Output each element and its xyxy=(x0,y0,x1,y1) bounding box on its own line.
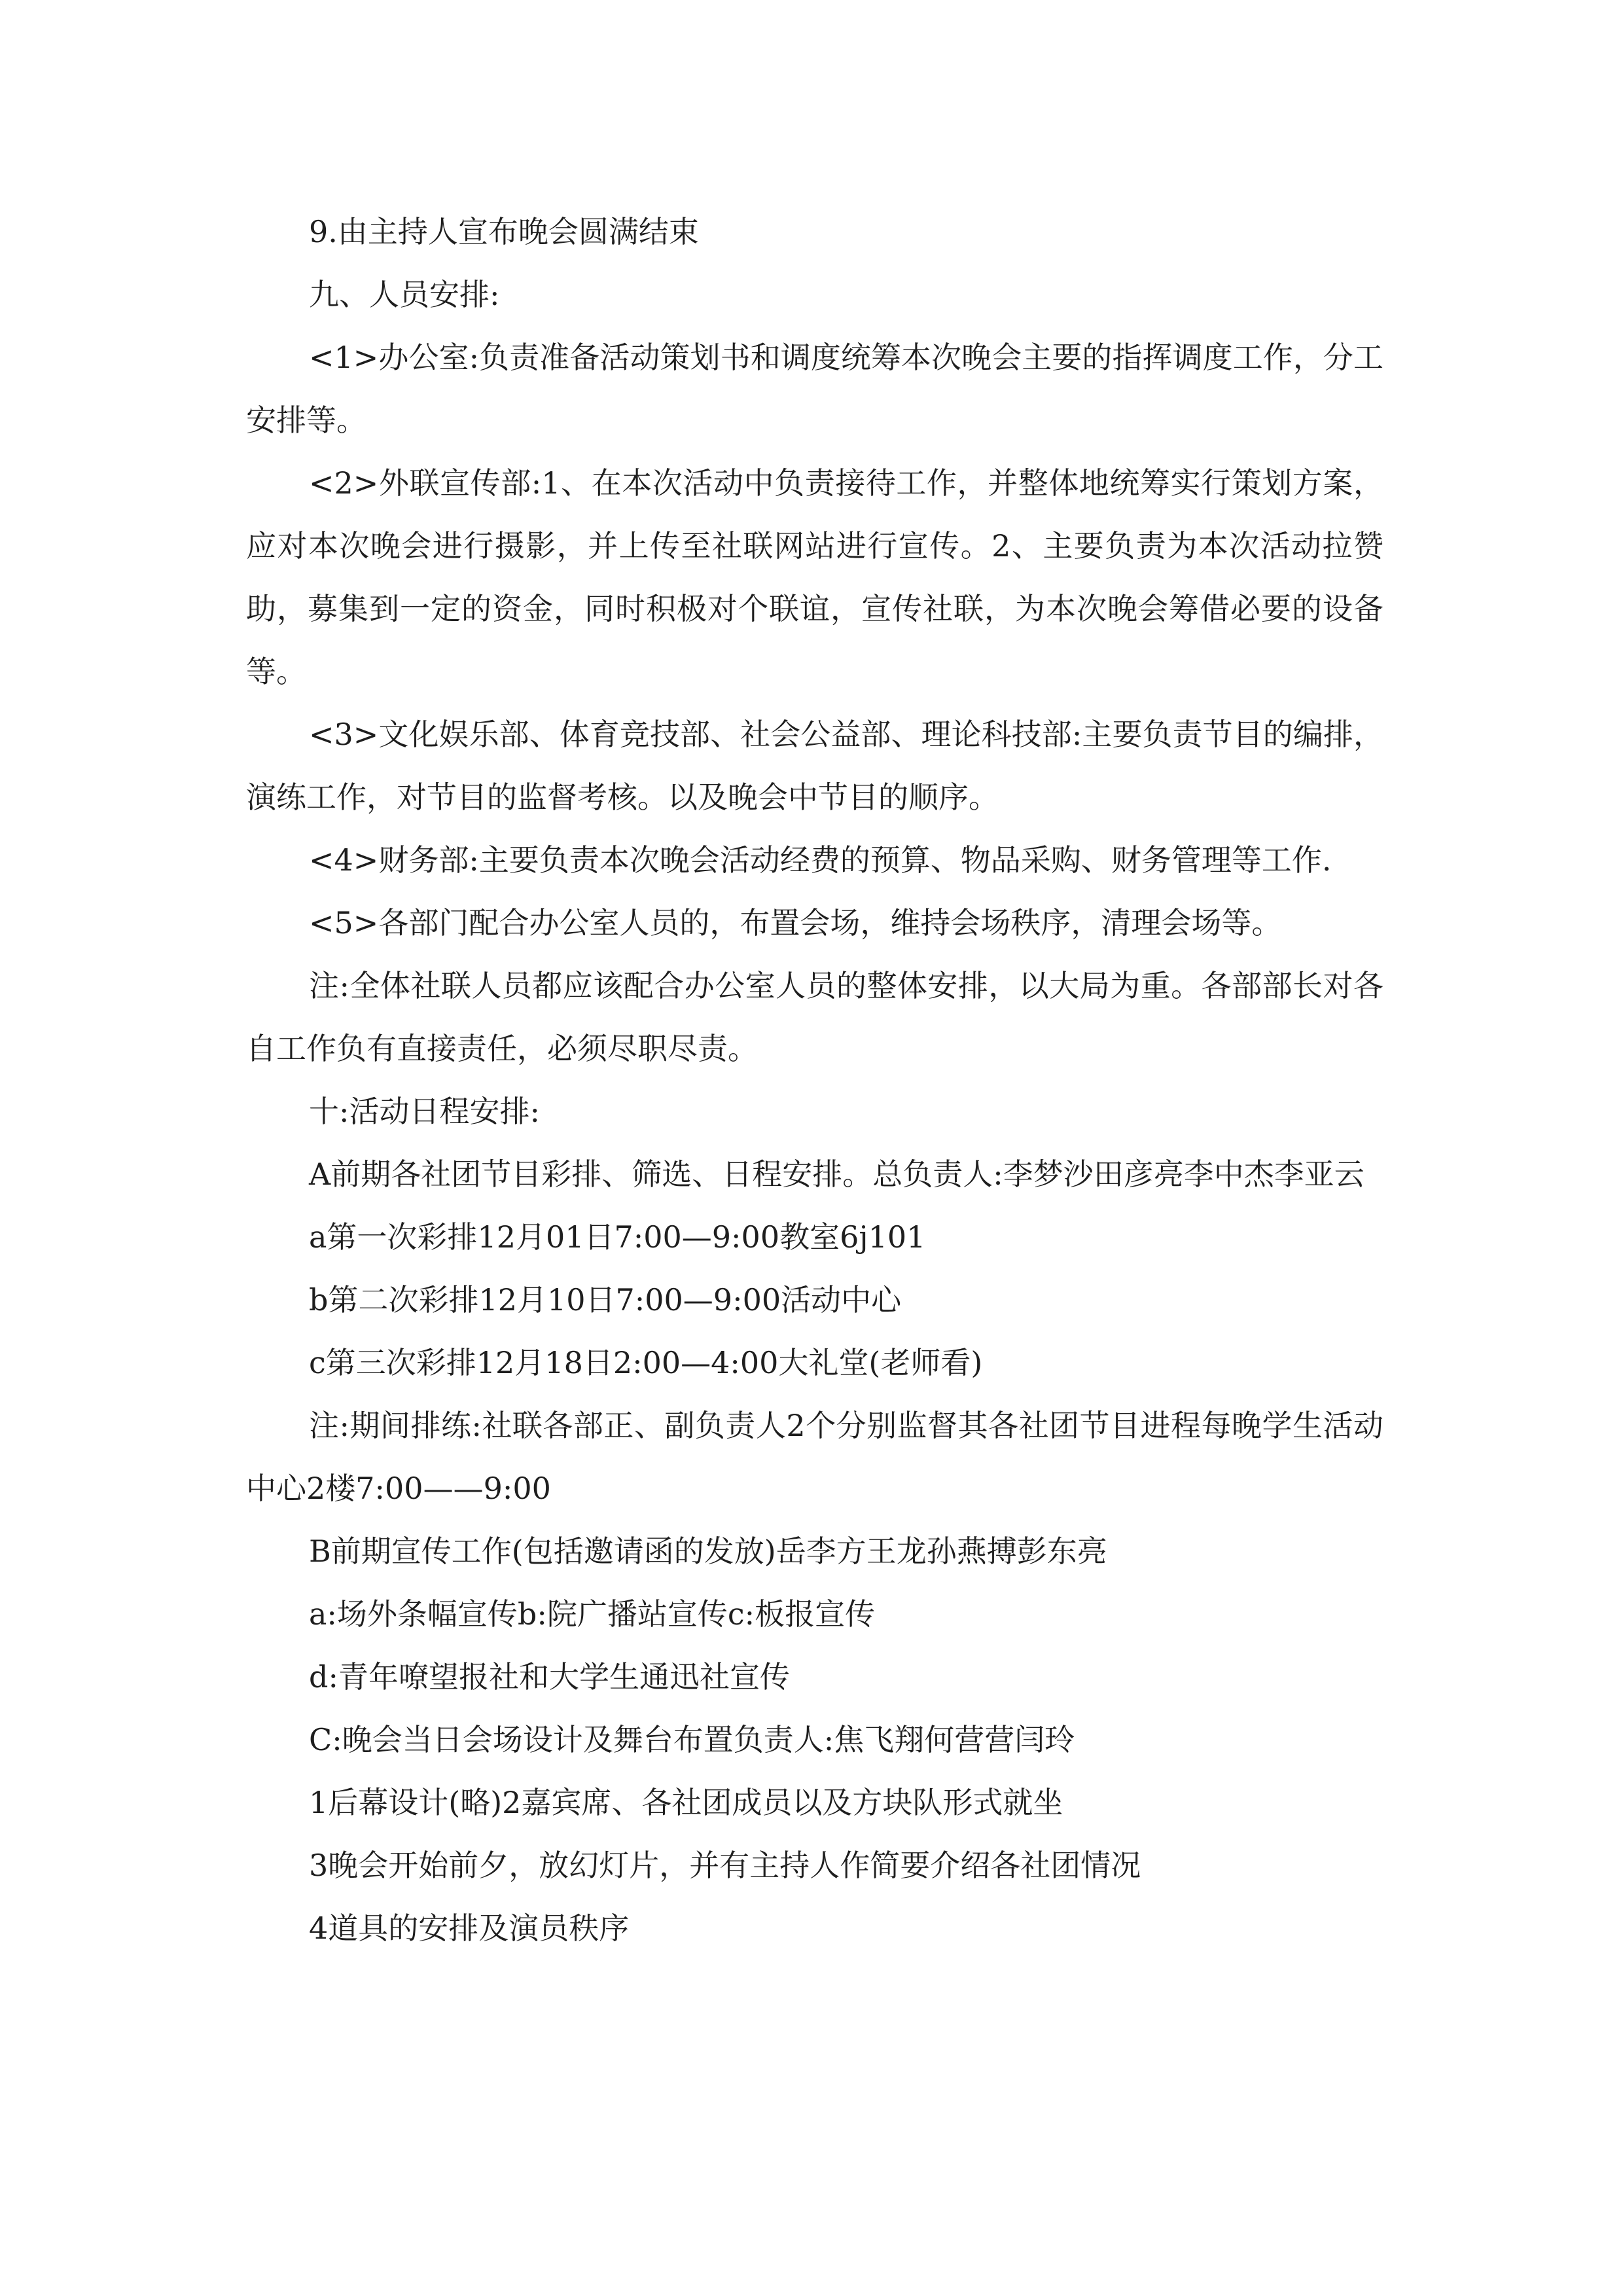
paragraph-publicity-lead: B前期宣传工作(包括邀请函的发放)岳李方王龙孙燕搏彭东亮 xyxy=(309,1534,1107,1569)
paragraph-rehearsal-2: b第二次彩排12月10日7:00—9:00活动中心 xyxy=(309,1282,902,1318)
paragraph-closing-step: 9.由主持人宣布晚会圆满结束 xyxy=(309,214,699,249)
paragraph-rehearsal-lead: A前期各社团节目彩排、筛选、日程安排。总负责人:李梦沙田彦亮李中杰李亚云 xyxy=(309,1157,1364,1192)
paragraph-all-departments: <5>各部门配合办公室人员的，布置会场，维持会场秩序，清理会场等。 xyxy=(309,905,1282,941)
paragraph-finance-duties: <4>财务部:主要负责本次晚会活动经费的预算、物品采购、财务管理等工作. xyxy=(309,842,1332,878)
paragraph-venue-lead: C:晚会当日会场设计及舞台布置负责人:焦飞翔何营营闫玲 xyxy=(309,1722,1075,1757)
paragraph-venue-props: 4道具的安排及演员秩序 xyxy=(309,1910,630,1946)
paragraph-publicity-press: d:青年嘹望报社和大学生通迅社宣传 xyxy=(309,1659,790,1695)
paragraph-liaison-duties: <2>外联宣传部:1、在本次活动中负责接待工作，并整体地统筹实行策划方案，应对本次晚会进行摄影，并上传至社联网站进行宣传。2、主要负责为本次活动拉赞助，募集到一定的资金，同时积极对个联谊，宣传社联，为本次晚会筹借必要的设备等。 xyxy=(246,465,1383,689)
paragraph-venue-slides: 3晚会开始前夕，放幻灯片，并有主持人作简要介绍各社团情况 xyxy=(309,1848,1141,1883)
paragraph-rehearsal-3: c第三次彩排12月18日2:00—4:00大礼堂(老师看) xyxy=(309,1345,983,1380)
paragraph-program-departments: <3>文化娱乐部、体育竞技部、社会公益部、理论科技部:主要负责节目的编排，演练工作，对节目的监督考核。以及晚会中节目的顺序。 xyxy=(246,717,1383,815)
paragraph-publicity-channels: a:场外条幅宣传b:院广播站宣传c:板报宣传 xyxy=(309,1596,876,1632)
paragraph-rehearsal-note: 注:期间排练:社联各部正、副负责人2个分别监督其各社团节目进程每晚学生活动中心2楼7:00——9:00 xyxy=(246,1408,1383,1506)
section-heading-staffing: 九、人员安排: xyxy=(309,277,500,312)
paragraph-staffing-note: 注:全体社联人员都应该配合办公室人员的整体安排，以大局为重。各部部长对各自工作负有直接责任，必须尽职尽责。 xyxy=(246,968,1383,1066)
paragraph-venue-seating: 1后幕设计(略)2嘉宾席、各社团成员以及方块队形式就坐 xyxy=(309,1785,1063,1820)
section-heading-schedule: 十:活动日程安排: xyxy=(309,1094,540,1129)
paragraph-rehearsal-1: a第一次彩排12月01日7:00—9:00教室6j101 xyxy=(309,1219,926,1255)
paragraph-office-duties: <1>办公室:负责准备活动策划书和调度统筹本次晚会主要的指挥调度工作，分工安排等。 xyxy=(246,340,1383,438)
